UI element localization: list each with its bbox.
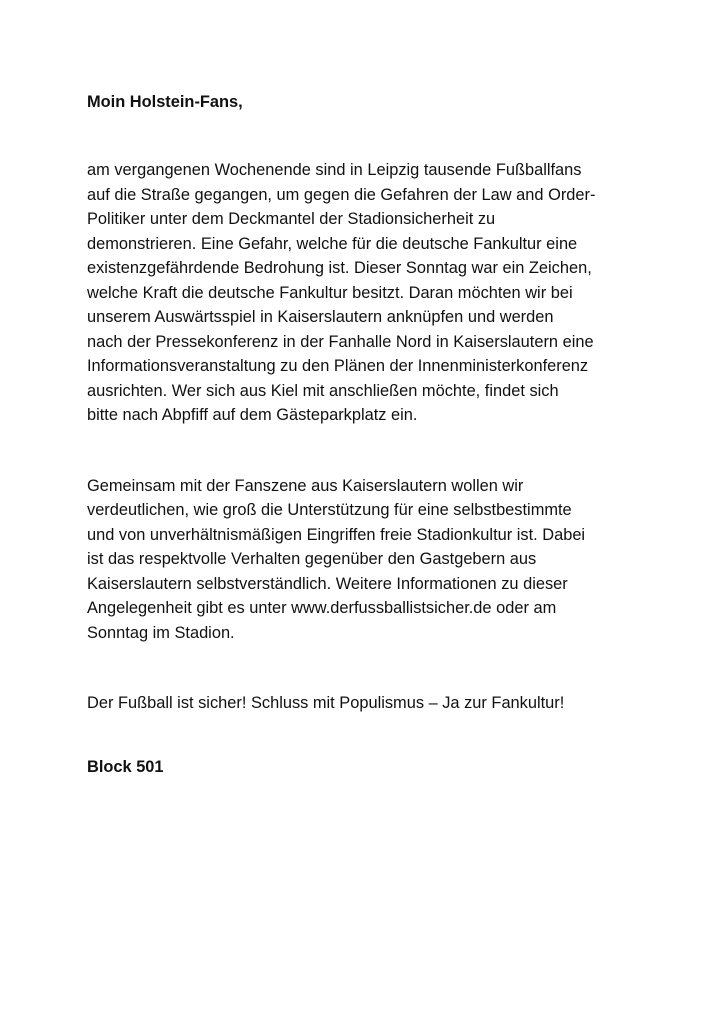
- text-line: nach der Pressekonferenz in der Fanhalle Nord in Kaiserslautern eine: [87, 332, 594, 351]
- text-line: bitte nach Abpfiff auf dem Gästeparkplatz ein.: [87, 406, 418, 424]
- text-line: welche Kraft die deutsche Fankultur besitzt. Daran möchten wir bei: [87, 283, 573, 302]
- text-line: Gemeinsam mit der Fanszene aus Kaiserslautern wollen wir: [87, 476, 524, 495]
- slogan: Der Fußball ist sicher! Schluss mit Populismus – Ja zur Fankultur!: [87, 694, 565, 712]
- text-line: Sonntag im Stadion.: [87, 623, 235, 642]
- letter-greeting: Moin Holstein-Fans,: [87, 93, 243, 111]
- text-line: auf die Straße gegangen, um gegen die Gefahren der Law and Order-: [87, 185, 596, 204]
- signature: Block 501: [87, 757, 164, 776]
- text-line: Informationsveranstaltung zu den Plänen der Innenministerkonferenz: [87, 357, 589, 375]
- text-line: existenzgefährdende Bedrohung ist. Dieser Sonntag war ein Zeichen,: [87, 259, 592, 277]
- text-line: Angelegenheit gibt es unter www.derfussballistsicher.de oder am: [87, 599, 557, 617]
- text-line: am vergangenen Wochenende sind in Leipzig tausende Fußballfans: [87, 161, 582, 179]
- paragraph-leipzig-demo: [87, 158, 644, 428]
- text-line: verdeutlichen, wie groß die Unterstützung für eine selbstbestimmte: [87, 501, 572, 519]
- text-line: Kaiserslautern selbstverständlich. Weitere Informationen zu dieser: [87, 574, 568, 593]
- text-line: unserem Auswärtsspiel in Kaiserslautern anknüpfen und werden: [87, 308, 554, 326]
- paragraph-kaiserslautern: [87, 474, 644, 646]
- text-line: ausrichten. Wer sich aus Kiel mit anschließen möchte, findet sich: [87, 381, 559, 400]
- text-line: demonstrieren. Eine Gefahr, welche für die deutsche Fankultur eine: [87, 234, 578, 253]
- text-line: ist das respektvolle Verhalten gegenüber den Gastgebern aus: [87, 550, 537, 568]
- text-line: und von unverhältnismäßigen Eingriffen freie Stadionkultur ist. Dabei: [87, 525, 586, 544]
- text-line: Politiker unter dem Deckmantel der Stadionsicherheit zu: [87, 210, 496, 228]
